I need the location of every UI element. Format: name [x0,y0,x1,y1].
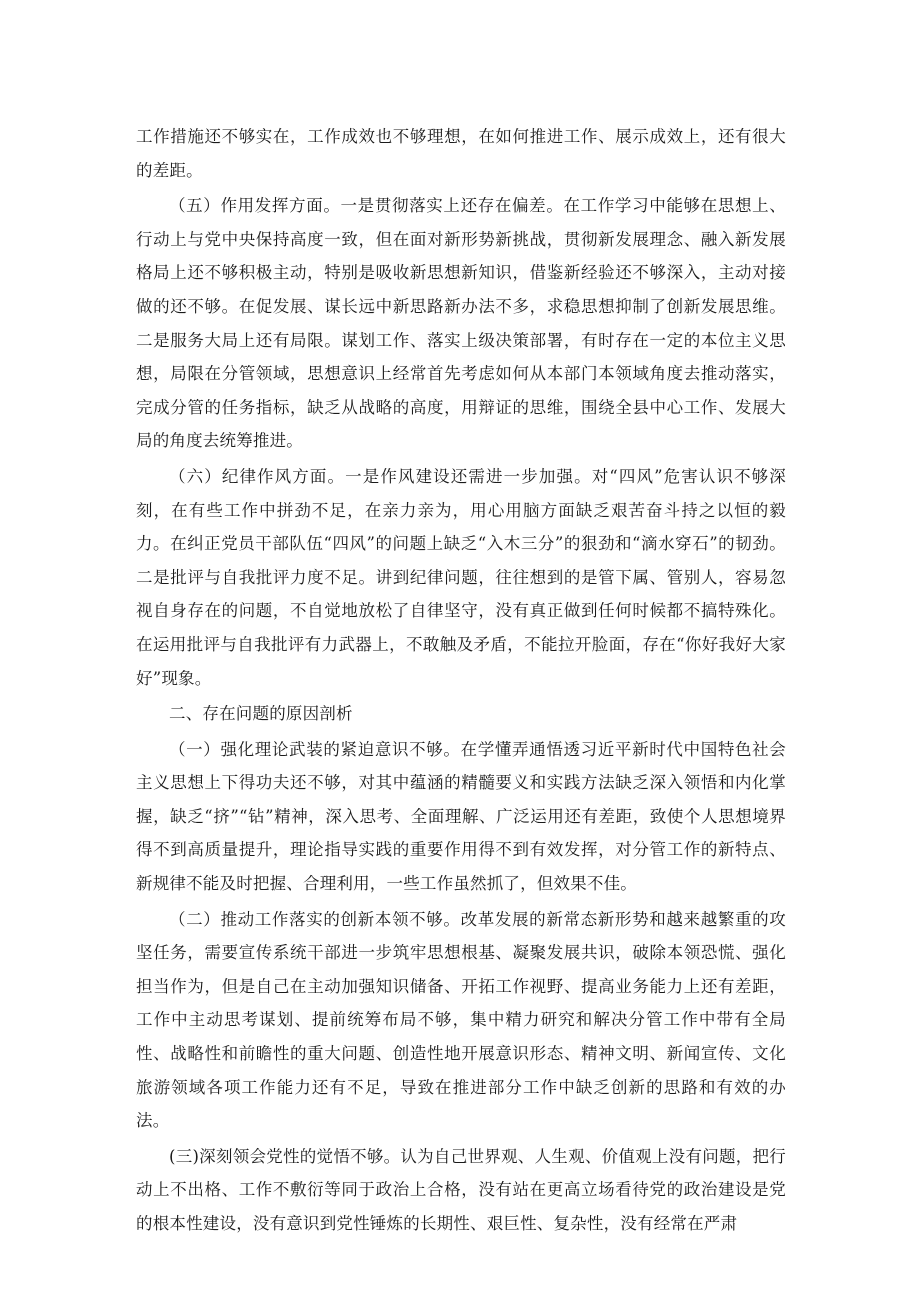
section-heading-cause-analysis: 二、存在问题的原因剖析 [169,704,353,724]
document-page [136,120,786,1241]
paragraph-section-six: （六）纪律作风方面。一是作风建设还需进一步加强。对“四风”危害认识不够深刻，在有些工作中拼劲不足，在亲力亲为，用心用脑方面缺乏艰苦奋斗持之以恒的毅力。在纠正党员干部队伍“四风”的问题上缺乏“入木三分”的狠劲和“滴水穿石”的韧劲。二是批评与自我批评力度不足。讲到纪律问题，往往想到的是管下属、管别人，容易忽视自身存在的问题，不自觉地放松了自律坚守，没有真正做到任何时候都不搞特殊化。在运用批评与自我批评有力武器上，不敢触及矛盾，不能拉开脸面，存在“你好我好大家好”现象。 [136,466,786,688]
paragraph-cause-two: （二）推动工作落实的创新本领不够。改革发展的新常态新形势和越来越繁重的攻坚任务，需要宣传系统干部进一步筑牢思想根基、凝聚发展共识，破除本领恐慌、强化担当作为，但是自己在主动加强知识储备、开拓工作视野、提高业务能力上还有差距，工作中主动思考谋划、提前统筹布局不够，集中精力研究和解决分管工作中带有全局性、战略性和前瞻性的重大问题、创造性地开展意识形态、精神文明、新闻宣传、文化旅游领域各项工作能力还有不足，导致在推进部分工作中缺乏创新的思路和有效的办法。 [136,909,786,1131]
paragraph-cause-three: (三)深刻领会党性的觉悟不够。认为自己世界观、人生观、价值观上没有问题，把行动上不出格、工作不敷衍等同于政治上合格，没有站在更高立场看待党的政治建设是党的根本性建设，没有意识到党性锤炼的长期性、艰巨性、复杂性，没有经常在严肃 [136,1146,786,1233]
paragraph-continuation: 工作措施还不够实在，工作成效也不够理想，在如何推进工作、展示成效上，还有很大的差距。 [136,127,786,180]
paragraph-section-five: （五）作用发挥方面。一是贯彻落实上还存在偏差。在工作学习中能够在思想上、行动上与党中央保持高度一致，但在面对新形势新挑战，贯彻新发展理念、融入新发展格局上还不够积极主动，特别是吸收新思想新知识，借鉴新经验还不够深入，主动对接做的还不够。在促发展、谋长远中新思路新办法不多，求稳思想抑制了创新发展思维。二是服务大局上还有局限。谋划工作、落实上级决策部署，有时存在一定的本位主义思想，局限在分管领域，思想意识上经常首先考虑如何从本部门本领域角度去推动落实，完成分管的任务指标，缺乏从战略的高度，用辩证的思维，围绕全县中心工作、发展大局的角度去统筹推进。 [136,196,786,451]
paragraph-cause-one: （一）强化理论武装的紧迫意识不够。在学懂弄通悟透习近平新时代中国特色社会主义思想上下得功夫还不够，对其中蕴涵的精髓要义和实践方法缺乏深入领悟和内化掌握，缺乏“挤”“钻”精神，深入思考、全面理解、广泛运用还有差距，致使个人思想境界得不到高质量提升，理论指导实践的重要作用得不到有效发挥，对分管工作的新特点、新规律不能及时把握、合理利用，一些工作虽然抓了，但效果不佳。 [136,739,786,894]
